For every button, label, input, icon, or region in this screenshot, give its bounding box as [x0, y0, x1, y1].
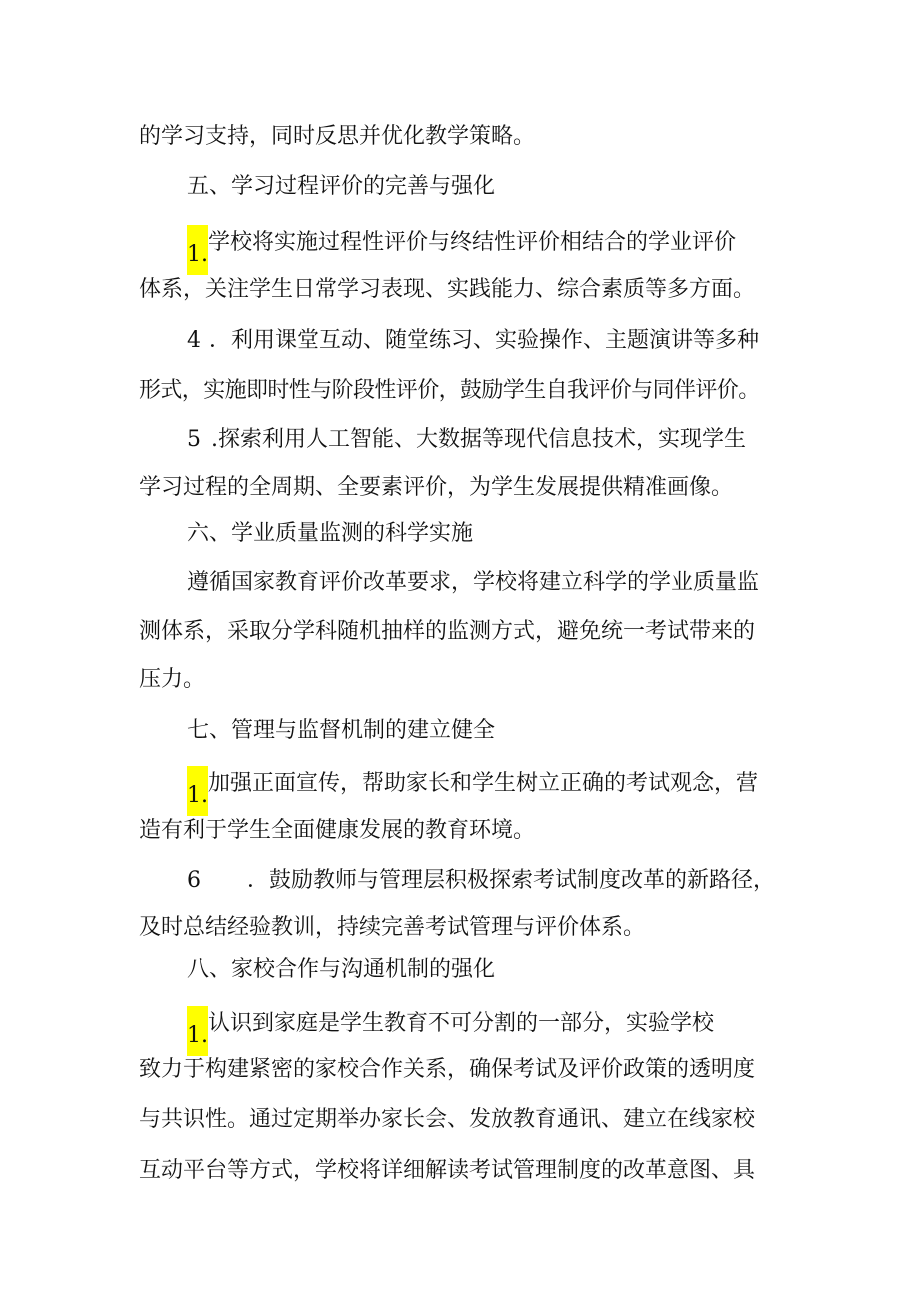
highlighted-number-marker: 1. [187, 225, 208, 275]
list-item-line [187, 225, 737, 267]
list-item-text: 认识到家庭是学生教育不可分割的一部分，实验学校 [208, 1011, 715, 1036]
list-item-continuation: 互动平台等方式，学校将详细解读考试管理制度的改革意图、具 [139, 1158, 756, 1183]
body-text-line: 压力。 [139, 667, 206, 692]
list-item-line [187, 425, 746, 455]
list-item-continuation: 造有利于学生全面健康发展的教育环境。 [139, 818, 536, 843]
list-item-text: 加强正面宣传，帮助家长和学生树立正确的考试观念，营 [208, 771, 759, 796]
body-text-line: 遵循国家教育评价改革要求，学校将建立科学的学业质量监 [187, 570, 760, 595]
list-item-line [187, 326, 759, 356]
list-item-text: .探索利用人工智能、大数据等现代信息技术，实现学生 [211, 427, 746, 452]
section-heading-6: 六、学业质量监测的科学实施 [187, 521, 474, 546]
highlighted-number-marker: 1. [187, 766, 208, 816]
list-item-text: ．利用课堂互动、随堂练习、实验操作、主题演讲等多种 [209, 328, 760, 353]
highlighted-number-marker: 1. [187, 1006, 208, 1056]
list-item-continuation: 形式，实施即时性与阶段性评价，鼓励学生自我评价与同伴评价。 [139, 378, 760, 403]
list-item-continuation: 体系，关注学生日常学习表现、实践能力、综合素质等多方面。 [139, 277, 756, 302]
list-item-continuation: 学习过程的全周期、全要素评价，为学生发展提供精准画像。 [139, 475, 734, 500]
list-item-continuation: 及时总结经验教训，持续完善考试管理与评价体系。 [139, 915, 646, 940]
list-item-text: 学校将实施过程性评价与终结性评价相结合的学业评价 [208, 230, 737, 255]
number-marker: 6 [187, 868, 201, 893]
number-marker: 4 [187, 328, 201, 353]
list-item-line [187, 1006, 715, 1048]
section-heading-7: 七、管理与监督机制的建立健全 [187, 718, 496, 743]
body-text-line: 的学习支持，同时反思并优化教学策略。 [139, 124, 536, 149]
section-heading-8: 八、家校合作与沟通机制的强化 [187, 957, 496, 982]
body-text-line: 测体系，采取分学科随机抽样的监测方式，避免统一考试带来的 [139, 619, 756, 644]
list-item-line [187, 866, 775, 896]
list-item-continuation: 与共识性。通过定期举办家长会、发放教育通讯、建立在线家校 [139, 1107, 756, 1132]
list-item-continuation: 致力于构建紧密的家校合作关系，确保考试及评价政策的透明度 [139, 1057, 756, 1082]
number-marker: 5 [187, 427, 201, 452]
section-heading-5: 五、学习过程评价的完善与强化 [187, 174, 496, 199]
list-item-text: ．鼓励教师与管理层积极探索考试制度改革的新路径， [247, 868, 776, 893]
list-item-line [187, 766, 759, 808]
